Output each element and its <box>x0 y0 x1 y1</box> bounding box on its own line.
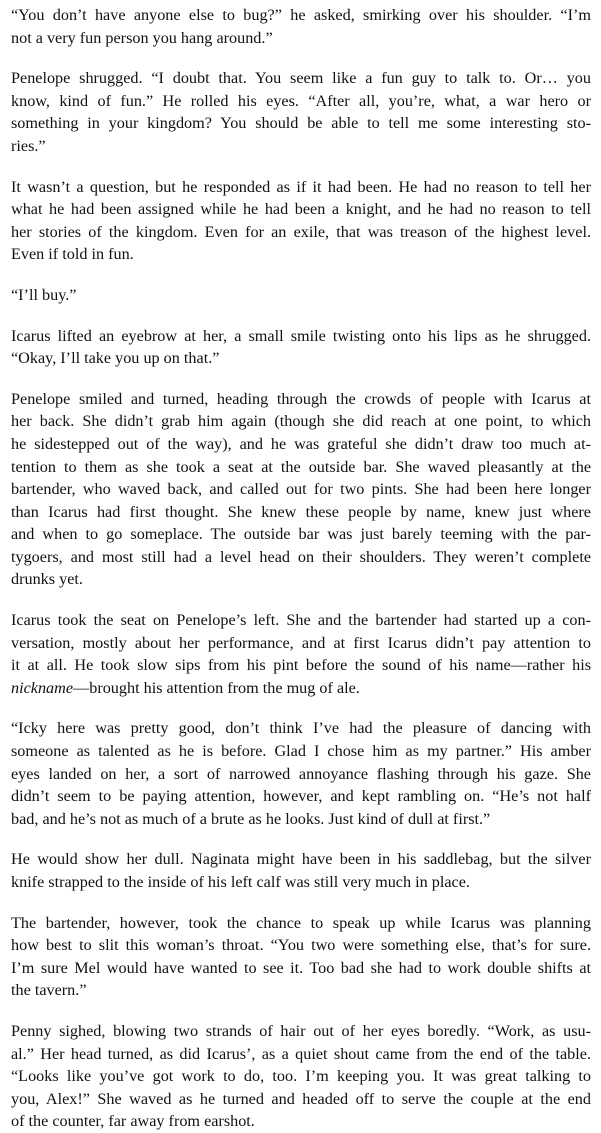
text-line: didn’t seem to be paying attention, however, and kept rambling on. “He’s not half <box>11 787 591 806</box>
paragraph-2 <box>11 67 591 157</box>
text-line: tention to them as she took a seat at the outside bar. She waved pleasantly at the <box>11 457 591 476</box>
paragraph-9 <box>11 848 591 893</box>
paragraph-6 <box>11 388 591 591</box>
paragraph-3 <box>11 176 591 266</box>
text-line: “You don’t have anyone else to bug?” he asked, smirking over his shoulder. “I’m <box>11 6 591 24</box>
text-line: of the counter, far away from earshot. <box>11 1112 255 1131</box>
text-line: Penelope smiled and turned, heading through the crowds of people with Icarus at <box>11 389 591 408</box>
text-line: it at all. He took slow sips from his pint before the sound of his name—rather his <box>11 656 591 675</box>
text-line: Penelope shrugged. “I doubt that. You seem like a fun guy to talk to. Or… you <box>11 69 591 88</box>
paragraph-4 <box>11 284 591 307</box>
text-line: her stories of the kingdom. Even for an exile, that was treason of the highest level. <box>11 222 591 241</box>
text-line: ries.” <box>11 136 46 155</box>
text-line: bartender, who waved back, and called out for two pints. She had been here longer <box>11 480 591 499</box>
text-line: he sidestepped out of the way), and he was grateful she didn’t draw too much at- <box>11 434 591 453</box>
text-line: drunks yet. <box>11 570 83 589</box>
text-line: someone as talented as he is before. Glad I chose him as my partner.” His amber <box>11 742 591 761</box>
text-line: I’m sure Mel would have wanted to see it. Too bad she had to work double shifts at <box>11 958 591 977</box>
text-line: her back. She didn’t grab him again (though she did reach at one point, to which <box>11 412 591 431</box>
text-line: The bartender, however, took the chance to speak up while Icarus was planning <box>11 913 591 932</box>
text-line: versation, mostly about her performance, and at first Icarus didn’t pay attention to <box>11 633 591 652</box>
text-line: Even if told in fun. <box>11 245 134 264</box>
text-line: “I’ll buy.” <box>11 285 77 304</box>
text-line: what he had been assigned while he had been a knight, and he had no reason to tell <box>11 200 591 219</box>
text-line: “Looks like you’ve got work to do, too. I’m keeping you. It was great talking to <box>11 1067 591 1086</box>
text-line: than Icarus had first thought. She knew these people by name, knew just where <box>11 502 591 521</box>
text-fragment: —brought his attention from the mug of ale. <box>73 678 360 697</box>
text-line: bad, and he’s not as much of a brute as he looks. Just kind of dull at first.” <box>11 809 491 828</box>
italic-word: nickname <box>11 678 74 697</box>
text-line: Penny sighed, blowing two strands of hair out of her eyes boredly. “Work, as usu- <box>11 1021 591 1040</box>
paragraph-1 <box>11 4 591 49</box>
paragraph-10 <box>11 912 591 1002</box>
text-line: knife strapped to the inside of his left calf was still very much in place. <box>11 873 470 891</box>
text-line: the tavern.” <box>11 981 87 1000</box>
paragraph-7 <box>11 609 591 699</box>
text-line: something in your kingdom? You should be able to tell me some interesting sto- <box>11 114 591 133</box>
text-line: you, Alex!” She waved as he turned and headed off to serve the couple at the end <box>11 1089 591 1108</box>
text-line: know, kind of fun.” He rolled his eyes. “After all, you’re, what, a war hero or <box>11 91 591 110</box>
text-line: eyes landed on her, a sort of narrowed annoyance flashing through his gaze. She <box>11 764 591 783</box>
text-line: al.” Her head turned, as did Icarus’, as a quiet shout came from the end of the table. <box>11 1044 591 1063</box>
text-line <box>11 677 591 700</box>
text-line: how best to slit this woman’s throat. “You two were something else, that’s for sure. <box>11 936 591 955</box>
text-line: He would show her dull. Naginata might have been in his saddlebag, but the silver <box>11 850 591 869</box>
text-line: “Okay, I’ll take you up on that.” <box>11 349 220 368</box>
text-line: It wasn’t a question, but he responded as if it had been. He had no reason to tell her <box>11 177 591 196</box>
paragraph-8 <box>11 717 591 830</box>
text-line: tygoers, and most still had a level head on their shoulders. They weren’t complete <box>11 547 591 566</box>
paragraph-5 <box>11 325 591 370</box>
text-line: Icarus lifted an eyebrow at her, a small smile twisting onto his lips as he shrugged. <box>11 326 591 345</box>
paragraph-11 <box>11 1020 591 1133</box>
text-line: “Icky here was pretty good, don’t think I’ve had the pleasure of dancing with <box>11 719 591 738</box>
text-line: Icarus took the seat on Penelope’s left. She and the bartender had started up a con- <box>11 611 591 630</box>
text-line: not a very fun person you hang around.” <box>11 28 273 47</box>
text-line: and when to go someplace. The outside bar was just barely teeming with the par- <box>11 525 591 544</box>
